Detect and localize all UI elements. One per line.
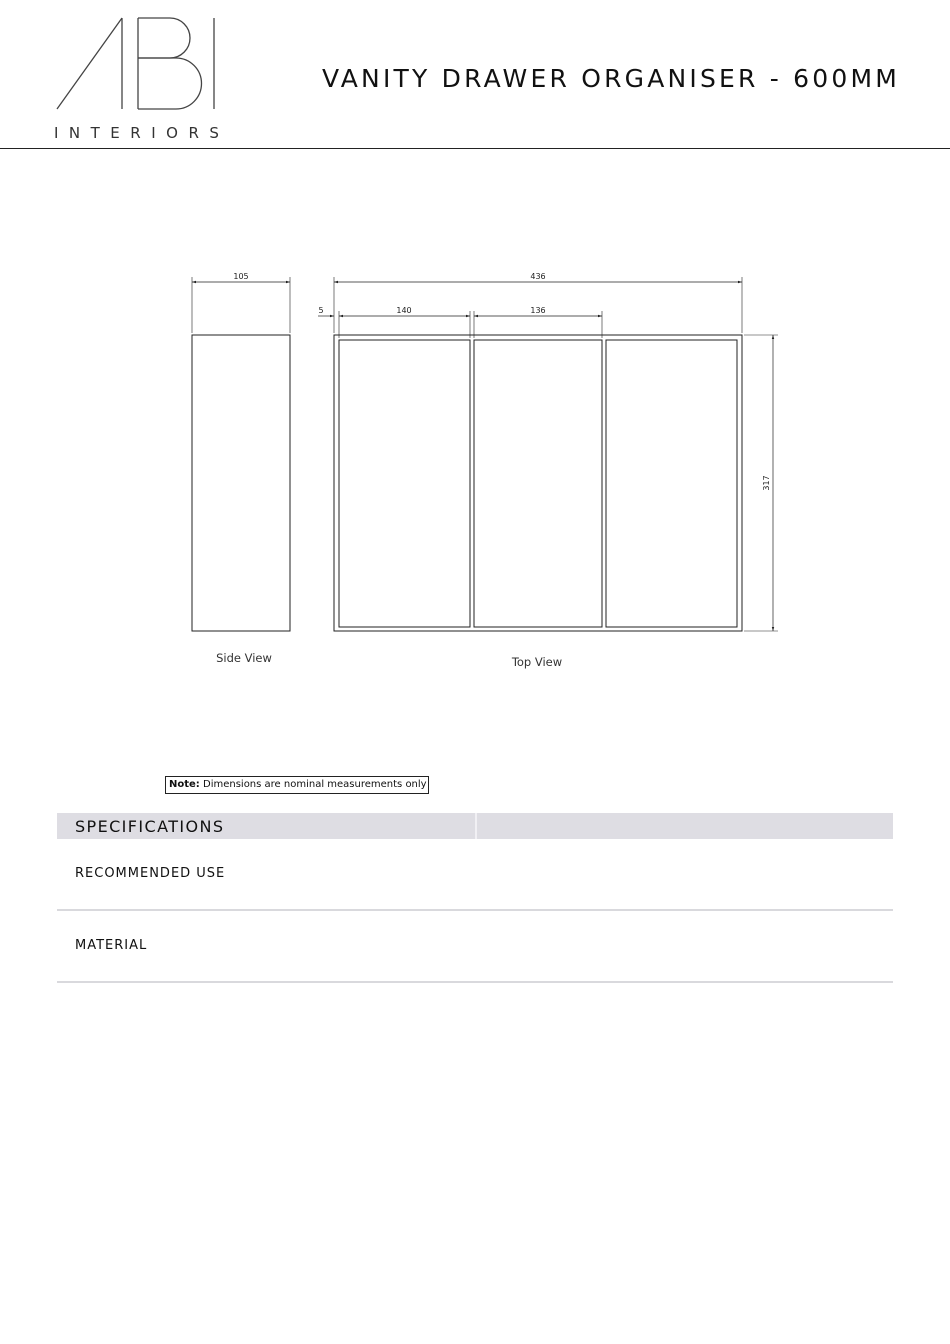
- dim-wall-thickness: 5: [318, 306, 324, 315]
- brand-subtitle: INTERIORS: [54, 124, 230, 142]
- compartment-2: [474, 340, 602, 627]
- side-view-label: Side View: [216, 651, 272, 665]
- specifications-heading: SPECIFICATIONS: [75, 817, 225, 836]
- spec-label: MATERIAL: [75, 938, 148, 953]
- dim-compartment-2-width: 136: [530, 306, 546, 315]
- top-view: [318, 272, 778, 669]
- dimensions-note: [165, 776, 429, 794]
- note-text: Dimensions are nominal measurements only: [199, 779, 427, 790]
- row-divider: [57, 981, 893, 983]
- top-view-label: Top View: [511, 655, 563, 669]
- compartment-1: [339, 340, 470, 627]
- dim-overall-width: 436: [530, 272, 546, 281]
- spec-label: RECOMMENDED USE: [75, 866, 226, 881]
- note-label: Note:: [169, 779, 200, 790]
- dim-depth: 317: [762, 475, 771, 491]
- side-view: [192, 272, 290, 665]
- dim-side-width: 105: [233, 272, 249, 281]
- specifications-header: [57, 813, 893, 839]
- compartment-3: [606, 340, 737, 627]
- row-divider: [57, 909, 893, 911]
- dim-compartment-1-width: 140: [396, 306, 412, 315]
- header-column-divider: [475, 813, 477, 839]
- page-title: VANITY DRAWER ORGANISER - 600MM: [322, 64, 900, 93]
